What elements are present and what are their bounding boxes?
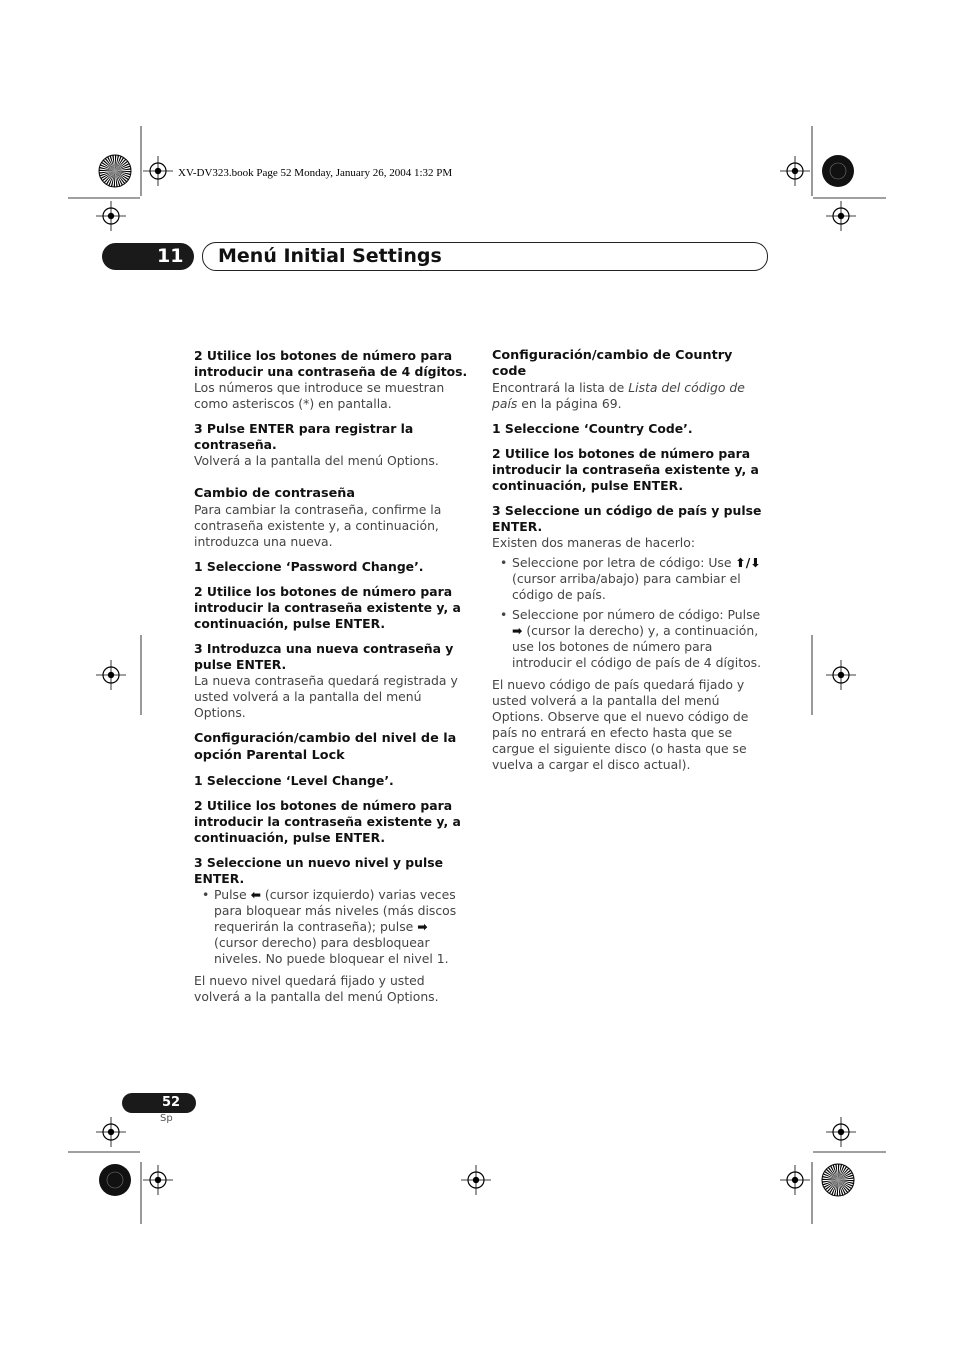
section-heading-parental-lock: Configuración/cambio del nivel de la opción Parental Lock (194, 731, 457, 763)
left-column (194, 348, 474, 1005)
arrow-up-down-icon: ⬆/⬇ (735, 555, 761, 570)
pl-step-2: 2 Utilice los botones de número para introducir la contraseña existente y, a continuación, pulse ENTER. (194, 798, 461, 845)
section-heading-password-change: Cambio de contraseña (194, 486, 356, 501)
list-item: • Pulse ⬅ (cursor izquierdo) varias veces para bloquear más niveles (más discos requerirán la contraseña); pulse ➡ (cursor derecho) para desbloquear niveles. No puede bloquear el nivel 1. (194, 887, 474, 967)
cc-step-3-note: Existen dos maneras de hacerlo: (492, 535, 695, 550)
cc-step-3: 3 Seleccione un código de país y pulse ENTER. (492, 503, 762, 534)
pw-step-2: 2 Utilice los botones de número para introducir la contraseña existente y, a continuación, pulse ENTER. (194, 584, 461, 631)
country-code-intro: Encontrará la lista de Lista del código de país en la página 69. (492, 380, 745, 411)
page-number: 52 (161, 1095, 181, 1110)
book-info-line: XV-DV323.book Page 52 Monday, January 26, 2004 1:32 PM (178, 167, 453, 179)
pw-step-3: 3 Introduzca una nueva contraseña y pulse ENTER. (194, 641, 454, 672)
list-item: • Seleccione por letra de código: Use ⬆/⬇ (cursor arriba/abajo) para cambiar el código de país. (492, 555, 768, 603)
chapter-title: Menú Initial Settings (218, 245, 442, 267)
arrow-right-icon: ➡ (417, 919, 428, 934)
chapter-number: 11 (157, 245, 184, 267)
step-2-note: Los números que introduce se muestran como asteriscos (*) en pantalla. (194, 380, 445, 411)
step-3-note: Volverá a la pantalla del menú Options. (194, 453, 439, 468)
pw-step-1: 1 Seleccione ‘Password Change’. (194, 559, 424, 574)
pw-step-3-note: La nueva contraseña quedará registrada y usted volverá a la pantalla del menú Options. (194, 673, 458, 720)
section-heading-country-code: Configuración/cambio de Country code (492, 348, 733, 379)
step-3-register-password: 3 Pulse ENTER para registrar la contraseña. (194, 421, 414, 452)
password-change-intro: Para cambiar la contraseña, confirme la contraseña existente y, a continuación, introduzca una nueva. (194, 502, 442, 549)
step-2-enter-password: 2 Utilice los botones de número para introducir una contraseña de 4 dígitos. (194, 348, 468, 379)
pl-end-note: El nuevo nivel quedará fijado y usted volverá a la pantalla del menú Options. (194, 973, 439, 1004)
pl-bullets (194, 887, 474, 967)
pl-step-3: 3 Seleccione un nuevo nivel y pulse ENTER. (194, 855, 444, 886)
cc-bullets (492, 555, 768, 671)
cc-step-1: 1 Seleccione ‘Country Code’. (492, 421, 693, 436)
cc-step-2: 2 Utilice los botones de número para introducir la contraseña existente y, a continuación, pulse ENTER. (492, 446, 759, 493)
arrow-left-icon: ⬅ (250, 887, 261, 902)
page-number-badge (122, 1093, 196, 1113)
cc-end-note: El nuevo código de país quedará fijado y usted volverá a la pantalla del menú Options. Observe que el nuevo código de país no entrará en efecto hasta que se cargue el siguiente disco (o hasta que se vuelva a cargar el disco actual). (492, 677, 749, 772)
pl-step-1: 1 Seleccione ‘Level Change’. (194, 773, 394, 788)
language-code: Sp (160, 1113, 173, 1124)
right-column (492, 348, 768, 773)
list-item: • Seleccione por número de código: Pulse ➡ (cursor la derecho) y, a continuación, use los botones de número para introducir el código de país de 4 dígitos. (492, 607, 768, 671)
arrow-right-icon: ➡ (512, 623, 523, 638)
